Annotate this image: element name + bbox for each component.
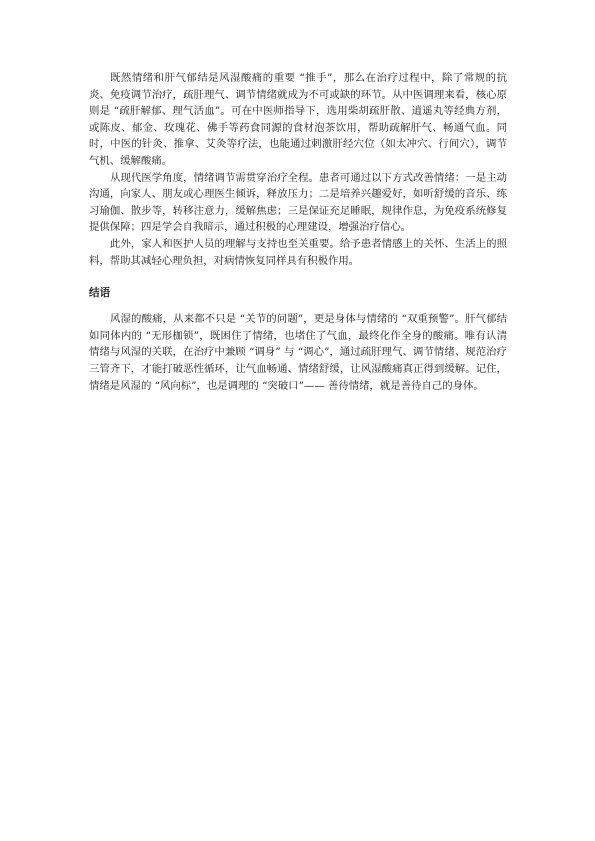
paragraph-modern-medicine: 从现代医学角度，情绪调节需贯穿治疗全程。患者可通过以下方式改善情绪：一是主动沟通，向家人、朋友或心理医生倾诉，释放压力；二是培养兴趣爱好，如听舒缓的音乐、练习瑜伽、散步等，转移注意力，缓解焦虑；三是保证充足睡眠，规律作息，为免疫系统修复提供保障；四是学会自我暗示，通过积极的心理建设，增强治疗信心。 <box>89 171 507 234</box>
conclusion-heading: 结语 <box>89 287 111 300</box>
paragraph-emotion-treatment: 既然情绪和肝气郁结是风湿酸痛的重要 “推手”，那么在治疗过程中，除了常规的抗炎、免疫调节治疗，疏肝理气、调节情绪就成为不可或缺的环节。从中医调理来看，核心原则是 “疏肝解郁、理气活血”。可在中医师指导下，选用柴胡疏肝散、逍遥丸等经典方剂，或陈皮、郁金、玫瑰花、佛手等药食同源的食材泡茶饮用，帮助疏解肝气、畅通气血。同时，中医的针灸、推拿、艾灸等疗法，也能通过刺激肝经穴位（如太冲穴、行间穴），调节气机、缓解酸痛。 <box>89 72 507 167</box>
body-section <box>89 70 507 269</box>
conclusion-section <box>89 311 507 394</box>
document-page <box>89 70 507 394</box>
paragraph-conclusion: 风湿的酸痛，从来都不只是 “关节的问题”，更是身体与情绪的 “双重预警”。肝气郁结如同体内的 “无形枷锁”，既困住了情绪，也堵住了气血，最终化作全身的酸痛。唯有认清情绪与风湿的关联，在治疗中兼顾 “调身” 与 “调心”，通过疏肝理气、调节情绪、规范治疗三管齐下，才能打破恶性循环，让气血畅通、情绪舒缓，让风湿酸痛真正得到缓解。记住，情绪是风湿的 “风向标”，也是调理的 “突破口”—— 善待情绪，就是善待自己的身体。 <box>89 313 507 392</box>
paragraph-family-support: 此外，家人和医护人员的理解与支持也至关重要。给予患者情感上的关怀、生活上的照料，帮助其减轻心理负担，对病情恢复同样具有积极作用。 <box>89 237 507 267</box>
